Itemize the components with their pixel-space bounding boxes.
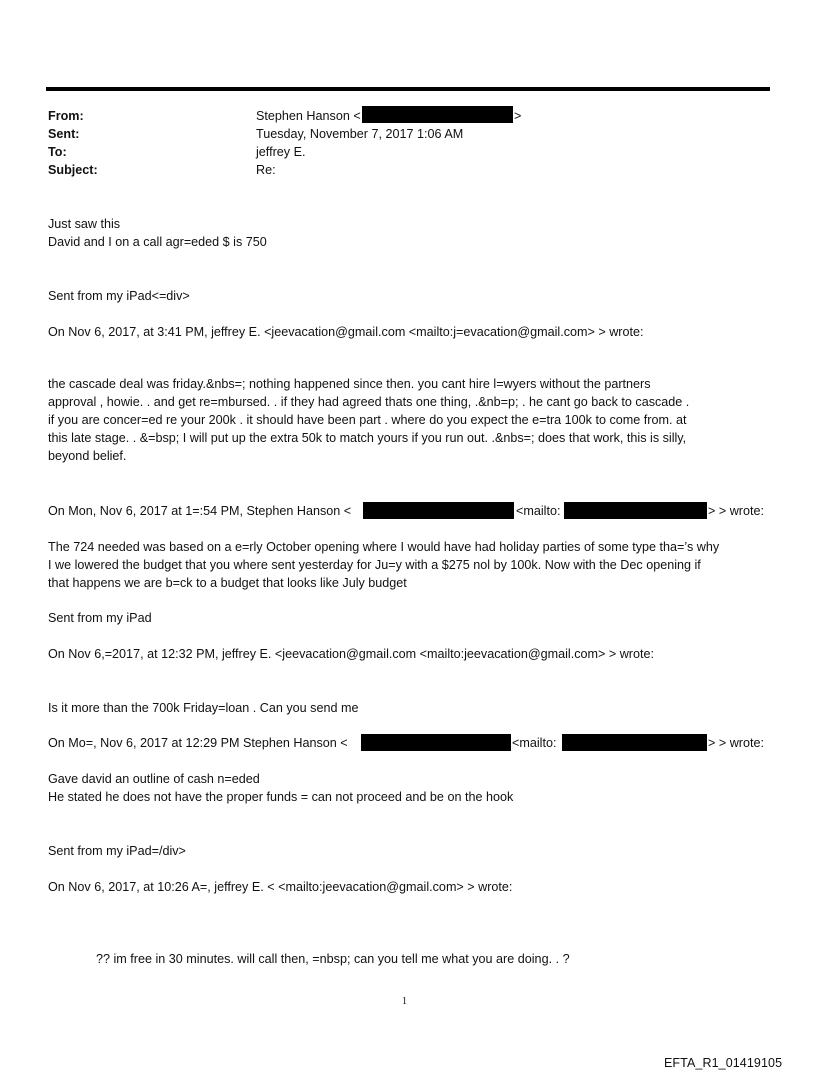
subject-label: Subject: (48, 163, 98, 177)
quote-header: On Nov 6, 2017, at 10:26 A=, jeffrey E. < <mailto:jeevacation@gmail.com> > wrote: (48, 880, 513, 894)
from-close-bracket: > (514, 109, 522, 123)
bates-number: EFTA_R1_01419105 (664, 1056, 783, 1070)
header-divider (46, 87, 770, 91)
mailto-prefix: <mailto: (512, 736, 557, 750)
to-value: jeffrey E. (256, 145, 306, 159)
quote-header-suffix: > > wrote: (708, 736, 765, 750)
mailto-prefix: <mailto: (516, 504, 561, 518)
subject-value: Re: (256, 163, 276, 177)
body-line: Gave david an outline of cash n=eded (48, 772, 260, 786)
body-line: approval , howie. . and get re=mbursed. . if they had agreed thats one thing, .&nb=p; . he cant go back to cascade . (48, 395, 690, 409)
body-line: Sent from my iPad (48, 611, 152, 625)
redaction-bar (363, 502, 514, 519)
to-label: To: (48, 145, 67, 159)
body-line: Is it more than the 700k Friday=loan . Can you send me (48, 701, 359, 715)
body-line: this late stage. . &=bsp; I will put up the extra 50k to match yours if you run out. .&nbs=; does that work, this is silly, (48, 431, 687, 445)
body-line: Sent from my iPad<=div> (48, 289, 190, 303)
body-line: ?? im free in 30 minutes. will call then, =nbsp; can you tell me what you are doing. . ? (96, 952, 570, 966)
body-line: Just saw this (48, 217, 121, 231)
redaction-bar (362, 106, 513, 123)
sent-label: Sent: (48, 127, 80, 141)
sent-value: Tuesday, November 7, 2017 1:06 AM (256, 127, 464, 141)
body-line: the cascade deal was friday.&nbs=; nothing happened since then. you cant hire l=wyers without the partners (48, 377, 651, 391)
redaction-bar (564, 502, 707, 519)
body-line: that happens we are b=ck to a budget that looks like July budget (48, 576, 407, 590)
body-line: David and I on a call agr=eded $ is 750 (48, 235, 267, 249)
quote-header: On Nov 6,=2017, at 12:32 PM, jeffrey E. <jeevacation@gmail.com <mailto:jeevacation@gmail.com> > wrote: (48, 647, 655, 661)
quote-header: On Nov 6, 2017, at 3:41 PM, jeffrey E. <jeevacation@gmail.com <mailto:j=evacation@gmail.com> > wrote: (48, 325, 644, 339)
quote-header-suffix: > > wrote: (708, 504, 765, 518)
redaction-bar (361, 734, 511, 751)
page-number: 1 (402, 996, 407, 1007)
body-line: if you are concer=ed re your 200k . it should have been part . where do you expect the e=tra 100k to come from. at (48, 413, 687, 427)
body-line: The 724 needed was based on a e=rly October opening where I would have had holiday parties of some type tha=’s why (48, 540, 720, 554)
from-value: Stephen Hanson < (256, 109, 361, 123)
body-line: Sent from my iPad=/div> (48, 844, 186, 858)
redaction-bar (562, 734, 707, 751)
body-line: He stated he does not have the proper funds = can not proceed and be on the hook (48, 790, 514, 804)
quote-header-prefix: On Mo=, Nov 6, 2017 at 12:29 PM Stephen Hanson < (48, 736, 348, 750)
from-label: From: (48, 109, 84, 123)
quote-header-prefix: On Mon, Nov 6, 2017 at 1=:54 PM, Stephen Hanson < (48, 504, 352, 518)
body-line: beyond belief. (48, 449, 127, 463)
body-line: I we lowered the budget that you where sent yesterday for Ju=y with a $275 nol by 100k. Now with the Dec opening if (48, 558, 701, 572)
